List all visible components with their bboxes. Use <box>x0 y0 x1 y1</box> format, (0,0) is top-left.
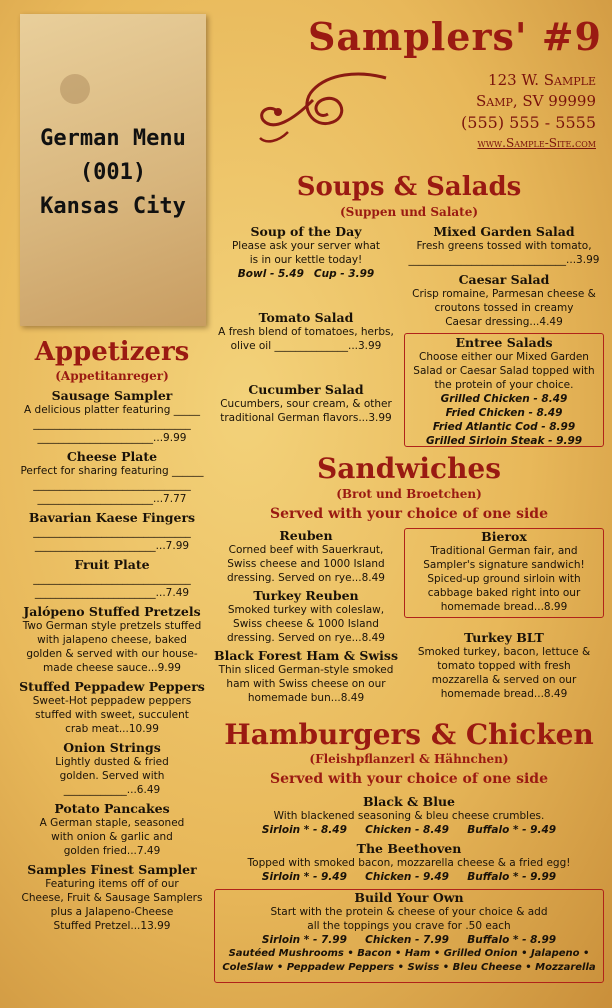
item-desc: Two German style pretzels stuffed <box>22 620 202 632</box>
item-desc: _______________________...7.49 <box>34 587 190 599</box>
item-name: Sausage Sampler <box>51 388 173 403</box>
appetizers-title: Appetizers <box>34 337 190 367</box>
item-name: Tomato Salad <box>258 310 354 325</box>
item-desc: all the toppings you crave for .50 each <box>307 920 511 932</box>
item-name: Entree Salads <box>455 335 553 350</box>
item-prices: Sirloin * - 8.49 Chicken - 8.49 Buffalo * - 9.49 <box>261 824 557 836</box>
item-desc: dressing. Served on rye...8.49 <box>227 632 385 644</box>
restaurant-title: Samplers' #9 <box>307 14 602 59</box>
item-name: Cheese Plate <box>66 449 158 464</box>
soup-of-day <box>214 224 398 281</box>
item-desc: Smoked turkey with coleslaw, <box>227 604 385 616</box>
item-desc: ______________________________ <box>33 573 191 585</box>
item-desc: Please ask your server what <box>231 240 381 252</box>
item-desc: mozzarella & served on our <box>431 674 577 686</box>
tomato-salad <box>214 310 398 353</box>
item-desc: Salad or Caesar Salad topped with <box>413 365 595 377</box>
item-desc: golden & served with our house- <box>26 648 198 660</box>
item-desc: the protein of your choice. <box>434 379 574 391</box>
toppings-line: ColeSlaw • Peppadew Peppers • Swiss • Bleu Cheese • Mozzarella <box>222 962 596 973</box>
soups-subtitle: (Suppen und Salate) <box>339 205 479 219</box>
item-desc: crab meat...10.99 <box>65 723 159 735</box>
item-name: The Beethoven <box>356 841 462 856</box>
item-desc: Corned beef with Sauerkraut, <box>228 544 384 556</box>
flourish-ornament-icon <box>258 60 398 150</box>
item-desc: ______________________...9.99 <box>37 432 187 444</box>
item-desc: Cheese, Fruit & Sausage Samplers <box>21 892 203 904</box>
item-desc: ______________________________ <box>33 526 191 538</box>
sandwiches-left-column <box>214 528 398 705</box>
item-desc: Stuffed Pretzel...13.99 <box>53 920 171 932</box>
turkey-blt <box>404 630 604 701</box>
item-name: Black & Blue <box>362 794 456 809</box>
item-name: Jalópeno Stuffed Pretzels <box>23 604 201 619</box>
price-option: Fried Atlantic Cod - 8.99 <box>432 421 576 433</box>
item-desc: Crisp romaine, Parmesan cheese & <box>412 288 596 300</box>
entree-salads-box <box>404 333 604 447</box>
price-option: Fried Chicken - 8.49 <box>445 407 563 419</box>
item-desc: Topped with smoked bacon, mozzarella cheese & a fried egg! <box>247 857 571 869</box>
bowl-price: Bowl - 5.49 <box>237 268 304 280</box>
address-block <box>400 70 596 154</box>
item-name: Stuffed Peppadew Peppers <box>19 679 205 694</box>
item-name: Cucumber Salad <box>248 382 364 397</box>
menu-note-card <box>20 14 206 326</box>
item-desc: A German staple, seasoned <box>39 817 185 829</box>
item-desc: plus a Jalapeno-Cheese <box>50 906 174 918</box>
item-desc: olive oil ______________...3.99 <box>230 340 382 352</box>
item-desc: traditional German flavors...3.99 <box>220 412 392 424</box>
item-desc: Lightly dusted & fried <box>55 756 169 768</box>
item-desc: golden fried...7.49 <box>63 845 161 857</box>
sandwiches-title: Sandwiches <box>316 452 502 485</box>
sandwiches-subtitle: (Brot und Broetchen) <box>336 487 482 501</box>
item-desc: Cucumbers, sour cream, & other <box>220 398 392 410</box>
item-name: Black Forest Ham & Swiss <box>214 648 399 663</box>
sandwiches-served-note: Served with your choice of one side <box>270 506 548 522</box>
price-option: Grilled Chicken - 8.49 <box>440 393 568 405</box>
item-desc: ham with Swiss cheese on our <box>226 678 386 690</box>
item-desc: with jalapeno cheese, baked <box>37 634 187 646</box>
item-desc: Caesar dressing...4.49 <box>445 316 563 328</box>
note-line-1: German Menu <box>40 126 186 151</box>
item-name: Turkey Reuben <box>253 588 359 603</box>
burgers-served-note: Served with your choice of one side <box>270 771 548 787</box>
item-desc: with onion & garlic and <box>51 831 173 843</box>
item-desc: A fresh blend of tomatoes, herbs, <box>218 326 394 338</box>
item-desc: Sweet-Hot peppadew peppers <box>32 695 192 707</box>
mixed-garden-salad <box>404 224 604 267</box>
item-desc: stuffed with sweet, succulent <box>35 709 189 721</box>
address-line-1: 123 W. Sample <box>488 71 596 89</box>
item-desc: _______________________...7.99 <box>34 540 190 552</box>
cucumber-salad <box>214 382 398 425</box>
item-desc: ______________________________ <box>33 418 191 430</box>
item-desc: Perfect for sharing featuring ______ <box>20 465 204 477</box>
item-desc: Swiss cheese and 1000 Island <box>227 558 385 570</box>
item-name: Onion Strings <box>63 740 161 755</box>
item-name: Mixed Garden Salad <box>433 224 575 239</box>
item-desc: Traditional German fair, and <box>430 545 578 557</box>
item-desc: homemade bun...8.49 <box>247 692 365 704</box>
price-option: Grilled Sirloin Steak - 9.99 <box>425 435 583 447</box>
item-desc: Swiss cheese & 1000 Island <box>233 618 379 630</box>
item-desc: made cheese sauce...9.99 <box>43 662 181 674</box>
appetizers-subtitle: (Appetitanreger) <box>55 369 169 383</box>
item-desc: Start with the protein & cheese of your choice & add <box>270 906 548 918</box>
item-prices <box>214 267 398 281</box>
item-desc: dressing. Served on rye...8.49 <box>227 572 385 584</box>
item-desc: With blackened seasoning & bleu cheese crumbles. <box>273 810 545 822</box>
item-name: Turkey BLT <box>464 630 544 645</box>
item-desc: ____________...6.49 <box>63 784 161 796</box>
soups-title: Soups & Salads <box>296 172 522 202</box>
item-desc: tomato topped with fresh <box>437 660 571 672</box>
item-name: Build Your Own <box>354 890 464 905</box>
item-desc: golden. Served with <box>59 770 165 782</box>
item-desc: Spiced-up ground sirloin with <box>427 573 581 585</box>
burgers-title: Hamburgers & Chicken <box>224 718 594 751</box>
item-desc: Featuring items off of our <box>45 878 179 890</box>
item-name: Fruit Plate <box>74 557 150 572</box>
item-name: Bierox <box>481 529 527 544</box>
burgers-subtitle: (Fleishpflanzerl & Hähnchen) <box>309 752 509 766</box>
item-desc: cabbage baked right into our <box>427 587 581 599</box>
item-desc: ______________________________ <box>33 479 191 491</box>
item-desc: Choose either our Mixed Garden <box>419 351 589 363</box>
note-line-3: Kansas City <box>40 194 186 219</box>
build-your-own-box <box>214 889 604 983</box>
item-name: Soup of the Day <box>250 224 362 239</box>
phone: (555) 555 - 5555 <box>461 113 596 132</box>
item-desc: Thin sliced German-style smoked <box>218 664 394 676</box>
note-line-2: (001) <box>79 160 147 185</box>
caesar-salad <box>404 272 604 329</box>
item-desc: homemade bread...8.49 <box>440 688 568 700</box>
item-name: Potato Pancakes <box>54 801 170 816</box>
item-prices: Sirloin * - 7.99 Chicken - 7.99 Buffalo * - 8.99 <box>261 934 557 946</box>
item-desc: Smoked turkey, bacon, lettuce & <box>417 646 591 658</box>
address-line-2: Samp, SV 99999 <box>475 92 596 110</box>
item-desc: Sampler's signature sandwich! <box>423 559 585 571</box>
item-name: Reuben <box>279 528 333 543</box>
burgers-list <box>214 794 604 884</box>
appetizers-list <box>14 388 210 933</box>
note-text <box>20 122 206 224</box>
item-desc: A delicious platter featuring _____ <box>24 404 200 416</box>
item-name: Caesar Salad <box>458 272 550 287</box>
cup-price: Cup - 3.99 <box>313 268 375 280</box>
item-name: Samples Finest Sampler <box>27 862 197 877</box>
website-link[interactable]: www.Sample-Site.com <box>477 136 596 150</box>
item-desc: homemade bread...8.99 <box>440 601 568 613</box>
item-desc: ______________________________...3.99 <box>408 254 600 266</box>
paper-stain <box>60 74 90 104</box>
bierox-box <box>404 528 604 618</box>
item-prices: Sirloin * - 9.49 Chicken - 9.49 Buffalo * - 9.99 <box>261 871 557 883</box>
item-desc: ______________________...7.77 <box>37 493 187 505</box>
item-desc: Fresh greens tossed with tomato, <box>416 240 592 252</box>
toppings-line: Sautéed Mushrooms • Bacon • Ham • Grilled Onion • Jalapeno • <box>228 948 590 959</box>
item-desc: is in our kettle today! <box>249 254 363 266</box>
item-name: Bavarian Kaese Fingers <box>28 510 196 525</box>
item-desc: croutons tossed in creamy <box>434 302 574 314</box>
